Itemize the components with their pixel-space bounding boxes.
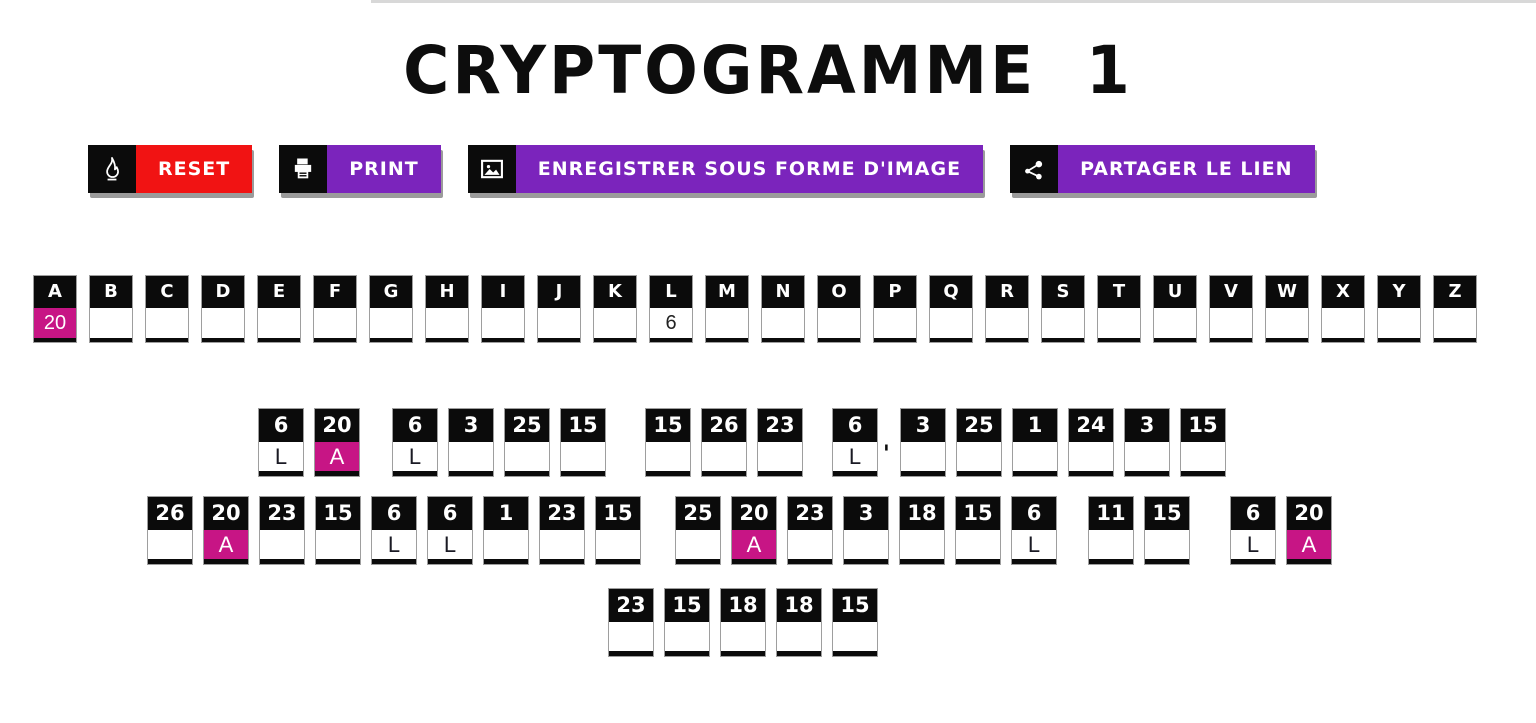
alphabet-cell-letter: P: [888, 281, 902, 302]
cell-number: 23: [267, 501, 297, 525]
image-icon: [468, 145, 516, 193]
alphabet-cell-letter: W: [1277, 281, 1297, 302]
cell-number: 6: [1245, 501, 1261, 525]
share-link-button-label: PARTAGER LE LIEN: [1058, 145, 1314, 193]
alphabet-cell-letter: T: [1112, 281, 1126, 302]
alphabet-cell: [33, 275, 77, 343]
puzzle-cell: [701, 408, 747, 477]
alphabet-cell-letter: R: [1000, 281, 1014, 302]
cell-input[interactable]: [449, 442, 493, 471]
alphabet-cell-letter: N: [775, 281, 791, 302]
alphabet-cell-value: [1210, 308, 1252, 338]
puzzle-cell: [539, 496, 585, 565]
cell-number: 23: [765, 413, 795, 437]
alphabet-cell-value: [930, 308, 972, 338]
cell-number: 6: [386, 501, 402, 525]
alphabet-cell-value: 20: [34, 308, 76, 338]
puzzle-cell: [483, 496, 529, 565]
cell-number: 3: [915, 413, 931, 437]
alphabet-cell: [537, 275, 581, 343]
alphabet-cell: [1433, 275, 1477, 343]
cell-number: 6: [273, 413, 289, 437]
apostrophe: ': [883, 442, 890, 467]
cell-number: 15: [653, 413, 683, 437]
cell-number: 24: [1076, 413, 1106, 437]
cell-input[interactable]: [901, 442, 945, 471]
alphabet-cell: [1041, 275, 1085, 343]
cell-input[interactable]: [844, 530, 888, 559]
alphabet-cell: [705, 275, 749, 343]
cell-input[interactable]: [721, 622, 765, 651]
alphabet-cell-letter: M: [718, 281, 736, 302]
alphabet-cell-letter: U: [1167, 281, 1183, 302]
puzzle-cell: [1068, 408, 1114, 477]
alphabet-cell-letter: Q: [943, 281, 959, 302]
puzzle-word: [1230, 496, 1332, 565]
puzzle-cell: [1124, 408, 1170, 477]
alphabet-cell-letter: A: [48, 281, 62, 302]
alphabet-cell-value: [1434, 308, 1476, 338]
cell-input[interactable]: [900, 530, 944, 559]
puzzle-word: [608, 588, 878, 657]
alphabet-cell: [201, 275, 245, 343]
save-as-image-button[interactable]: [468, 145, 983, 193]
cell-number: 25: [683, 501, 713, 525]
cell-number: 15: [568, 413, 598, 437]
cell-number: 3: [463, 413, 479, 437]
alphabet-cell-value: [1378, 308, 1420, 338]
cell-number: 23: [547, 501, 577, 525]
cell-number: 25: [512, 413, 542, 437]
puzzle-cell: [315, 496, 361, 565]
cell-number: 1: [498, 501, 514, 525]
cell-input[interactable]: L: [1012, 530, 1056, 559]
cell-number: 3: [858, 501, 874, 525]
puzzle-cell: [392, 408, 438, 477]
puzzle-cell: [645, 408, 691, 477]
alphabet-cell: [425, 275, 469, 343]
puzzle-cell: [1180, 408, 1226, 477]
cell-input[interactable]: [1089, 530, 1133, 559]
puzzle-cell: [1286, 496, 1332, 565]
alphabet-cell: [649, 275, 693, 343]
alphabet-cell-value: [986, 308, 1028, 338]
cell-input[interactable]: L: [259, 442, 303, 471]
puzzle-cell: [1012, 408, 1058, 477]
cell-input[interactable]: [1125, 442, 1169, 471]
puzzle-word: [675, 496, 1057, 565]
alphabet-cell: [313, 275, 357, 343]
alphabet-cell-value: [1042, 308, 1084, 338]
alphabet-cell-value: [706, 308, 748, 338]
alphabet-cell-letter: F: [328, 281, 342, 302]
alphabet-cell-value: [762, 308, 804, 338]
save-as-image-button-label: ENREGISTRER SOUS FORME D'IMAGE: [516, 145, 983, 193]
cell-input[interactable]: [1069, 442, 1113, 471]
cell-input[interactable]: [148, 530, 192, 559]
puzzle-cell: [664, 588, 710, 657]
printer-icon: [279, 145, 327, 193]
cell-number: 20: [739, 501, 769, 525]
cell-number: 20: [1294, 501, 1324, 525]
print-button[interactable]: [279, 145, 441, 193]
alphabet-cell-letter: E: [272, 281, 286, 302]
cell-input[interactable]: L: [1231, 530, 1275, 559]
cell-number: 15: [672, 593, 702, 617]
share-icon: [1010, 145, 1058, 193]
cell-number: 1: [1027, 413, 1043, 437]
puzzle-cell: [608, 588, 654, 657]
page-title: CRYPTOGRAMME 1: [403, 32, 1133, 109]
cell-number: 26: [709, 413, 739, 437]
puzzle-cell: [258, 408, 304, 477]
puzzle-cell: [504, 408, 550, 477]
alphabet-cell-value: [90, 308, 132, 338]
cell-number: 6: [407, 413, 423, 437]
alphabet-cell: [257, 275, 301, 343]
cell-input[interactable]: [702, 442, 746, 471]
cell-number: 23: [795, 501, 825, 525]
cell-input[interactable]: [540, 530, 584, 559]
alphabet-cell: [369, 275, 413, 343]
cell-number: 18: [728, 593, 758, 617]
alphabet-cell-letter: L: [665, 281, 677, 302]
cell-input[interactable]: A: [732, 530, 776, 559]
puzzle-word: [258, 408, 360, 477]
puzzle-cell: [1011, 496, 1057, 565]
alphabet-cell-letter: C: [160, 281, 174, 302]
cell-number: 20: [211, 501, 241, 525]
alphabet-cell: [1377, 275, 1421, 343]
alphabet-cell: [817, 275, 861, 343]
alphabet-cell-value: [482, 308, 524, 338]
cell-input[interactable]: [596, 530, 640, 559]
puzzle-cell: [427, 496, 473, 565]
cell-number: 15: [603, 501, 633, 525]
puzzle-word: [900, 408, 1226, 477]
cell-input[interactable]: [1181, 442, 1225, 471]
reset-button-label: RESET: [136, 145, 252, 193]
alphabet-cell-value: [1266, 308, 1308, 338]
alphabet-cell: [1153, 275, 1197, 343]
alphabet-cell-value: [1154, 308, 1196, 338]
alphabet-cell-letter: B: [104, 281, 118, 302]
puzzle-word: [1088, 496, 1190, 565]
cell-number: 18: [784, 593, 814, 617]
puzzle-cell: [203, 496, 249, 565]
alphabet-cell-letter: G: [383, 281, 399, 302]
cell-input[interactable]: [956, 530, 1000, 559]
alphabet-cell-letter: S: [1056, 281, 1070, 302]
alphabet-cell-value: [314, 308, 356, 338]
puzzle-cell: [757, 408, 803, 477]
cell-input[interactable]: [1013, 442, 1057, 471]
puzzle-word: [645, 408, 803, 477]
cell-input[interactable]: [561, 442, 605, 471]
puzzle-word: [832, 408, 890, 477]
alphabet-cell-value: [818, 308, 860, 338]
puzzle-cell: [1144, 496, 1190, 565]
alphabet-cell: [1209, 275, 1253, 343]
toolbar: [88, 145, 1315, 193]
alphabet-cell: [985, 275, 1029, 343]
puzzle-cell: [731, 496, 777, 565]
puzzle-cell: [776, 588, 822, 657]
cell-input[interactable]: L: [372, 530, 416, 559]
puzzle-cell: [956, 408, 1002, 477]
cell-input[interactable]: A: [315, 442, 359, 471]
cell-number: 26: [155, 501, 185, 525]
cell-number: 15: [323, 501, 353, 525]
cell-number: 6: [442, 501, 458, 525]
alphabet-cell: [1097, 275, 1141, 343]
alphabet-cell-value: 6: [650, 308, 692, 338]
alphabet-cell: [593, 275, 637, 343]
alphabet-cell-letter: Y: [1392, 281, 1406, 302]
puzzle-cell: [314, 408, 360, 477]
cell-input[interactable]: [665, 622, 709, 651]
alphabet-cell: [145, 275, 189, 343]
alphabet-cell: [89, 275, 133, 343]
puzzle-cell: [259, 496, 305, 565]
alphabet-cell: [929, 275, 973, 343]
cell-number: 15: [840, 593, 870, 617]
puzzle-cell: [595, 496, 641, 565]
puzzle-cell: [832, 588, 878, 657]
alphabet-cell-letter: X: [1336, 281, 1350, 302]
alphabet-cell-letter: O: [831, 281, 847, 302]
alphabet-cell-letter: K: [608, 281, 622, 302]
top-divider: [371, 0, 1536, 3]
alphabet-cell: [761, 275, 805, 343]
puzzle-cell: [900, 408, 946, 477]
alphabet-cell-value: [594, 308, 636, 338]
cell-number: 15: [963, 501, 993, 525]
puzzle-cell: [955, 496, 1001, 565]
alphabet-cell-value: [202, 308, 244, 338]
puzzle-cell: [787, 496, 833, 565]
puzzle-cell: [371, 496, 417, 565]
flame-icon: [88, 145, 136, 193]
cell-number: 6: [847, 413, 863, 437]
cell-input[interactable]: A: [1287, 530, 1331, 559]
alphabet-cell-value: [146, 308, 188, 338]
cell-input[interactable]: L: [428, 530, 472, 559]
alphabet-cell: [481, 275, 525, 343]
cell-number: 18: [907, 501, 937, 525]
cell-input[interactable]: [758, 442, 802, 471]
puzzle-word: [147, 496, 641, 565]
cell-input[interactable]: [833, 622, 877, 651]
cell-input[interactable]: [1145, 530, 1189, 559]
alphabet-cell: [1321, 275, 1365, 343]
cell-input[interactable]: [484, 530, 528, 559]
puzzle-cell: [1088, 496, 1134, 565]
alphabet-cell: [1265, 275, 1309, 343]
cell-number: 25: [964, 413, 994, 437]
cell-input[interactable]: [676, 530, 720, 559]
cell-input[interactable]: [646, 442, 690, 471]
reset-button[interactable]: [88, 145, 252, 193]
cell-number: 15: [1152, 501, 1182, 525]
cell-input[interactable]: L: [393, 442, 437, 471]
cell-number: 15: [1188, 413, 1218, 437]
alphabet-cell-value: [370, 308, 412, 338]
cell-input[interactable]: [777, 622, 821, 651]
print-button-label: PRINT: [327, 145, 441, 193]
cell-input[interactable]: [316, 530, 360, 559]
cell-number: 11: [1096, 501, 1126, 525]
puzzle-cell: [1230, 496, 1276, 565]
alphabet-cell-letter: Z: [1448, 281, 1462, 302]
cell-number: 6: [1026, 501, 1042, 525]
cell-input[interactable]: [957, 442, 1001, 471]
alphabet-cell-letter: H: [439, 281, 455, 302]
alphabet-cell-letter: J: [555, 281, 563, 302]
alphabet-cell: [873, 275, 917, 343]
cell-input[interactable]: L: [833, 442, 877, 471]
cell-input[interactable]: [609, 622, 653, 651]
puzzle-cell: [843, 496, 889, 565]
puzzle-cell: [899, 496, 945, 565]
alphabet-cell-value: [258, 308, 300, 338]
alphabet-cell-value: [1322, 308, 1364, 338]
cell-input[interactable]: [260, 530, 304, 559]
cell-number: 23: [616, 593, 646, 617]
cell-input[interactable]: A: [204, 530, 248, 559]
puzzle-cell: [147, 496, 193, 565]
cell-number: 20: [322, 413, 352, 437]
puzzle-cell: [832, 408, 878, 477]
alphabet-cell-value: [874, 308, 916, 338]
puzzle-cell: [675, 496, 721, 565]
cell-number: 3: [1139, 413, 1155, 437]
cell-input[interactable]: [788, 530, 832, 559]
puzzle-word: [392, 408, 606, 477]
alphabet-cell-value: [1098, 308, 1140, 338]
cell-input[interactable]: [505, 442, 549, 471]
alphabet-cell-value: [538, 308, 580, 338]
alphabet-cell-letter: I: [499, 281, 507, 302]
puzzle-cell: [560, 408, 606, 477]
puzzle-cell: [720, 588, 766, 657]
alphabet-cell-letter: D: [215, 281, 231, 302]
share-link-button[interactable]: [1010, 145, 1314, 193]
alphabet-cell-value: [426, 308, 468, 338]
alphabet-key-row: [33, 275, 1477, 343]
alphabet-cell-letter: V: [1224, 281, 1238, 302]
puzzle-cell: [448, 408, 494, 477]
